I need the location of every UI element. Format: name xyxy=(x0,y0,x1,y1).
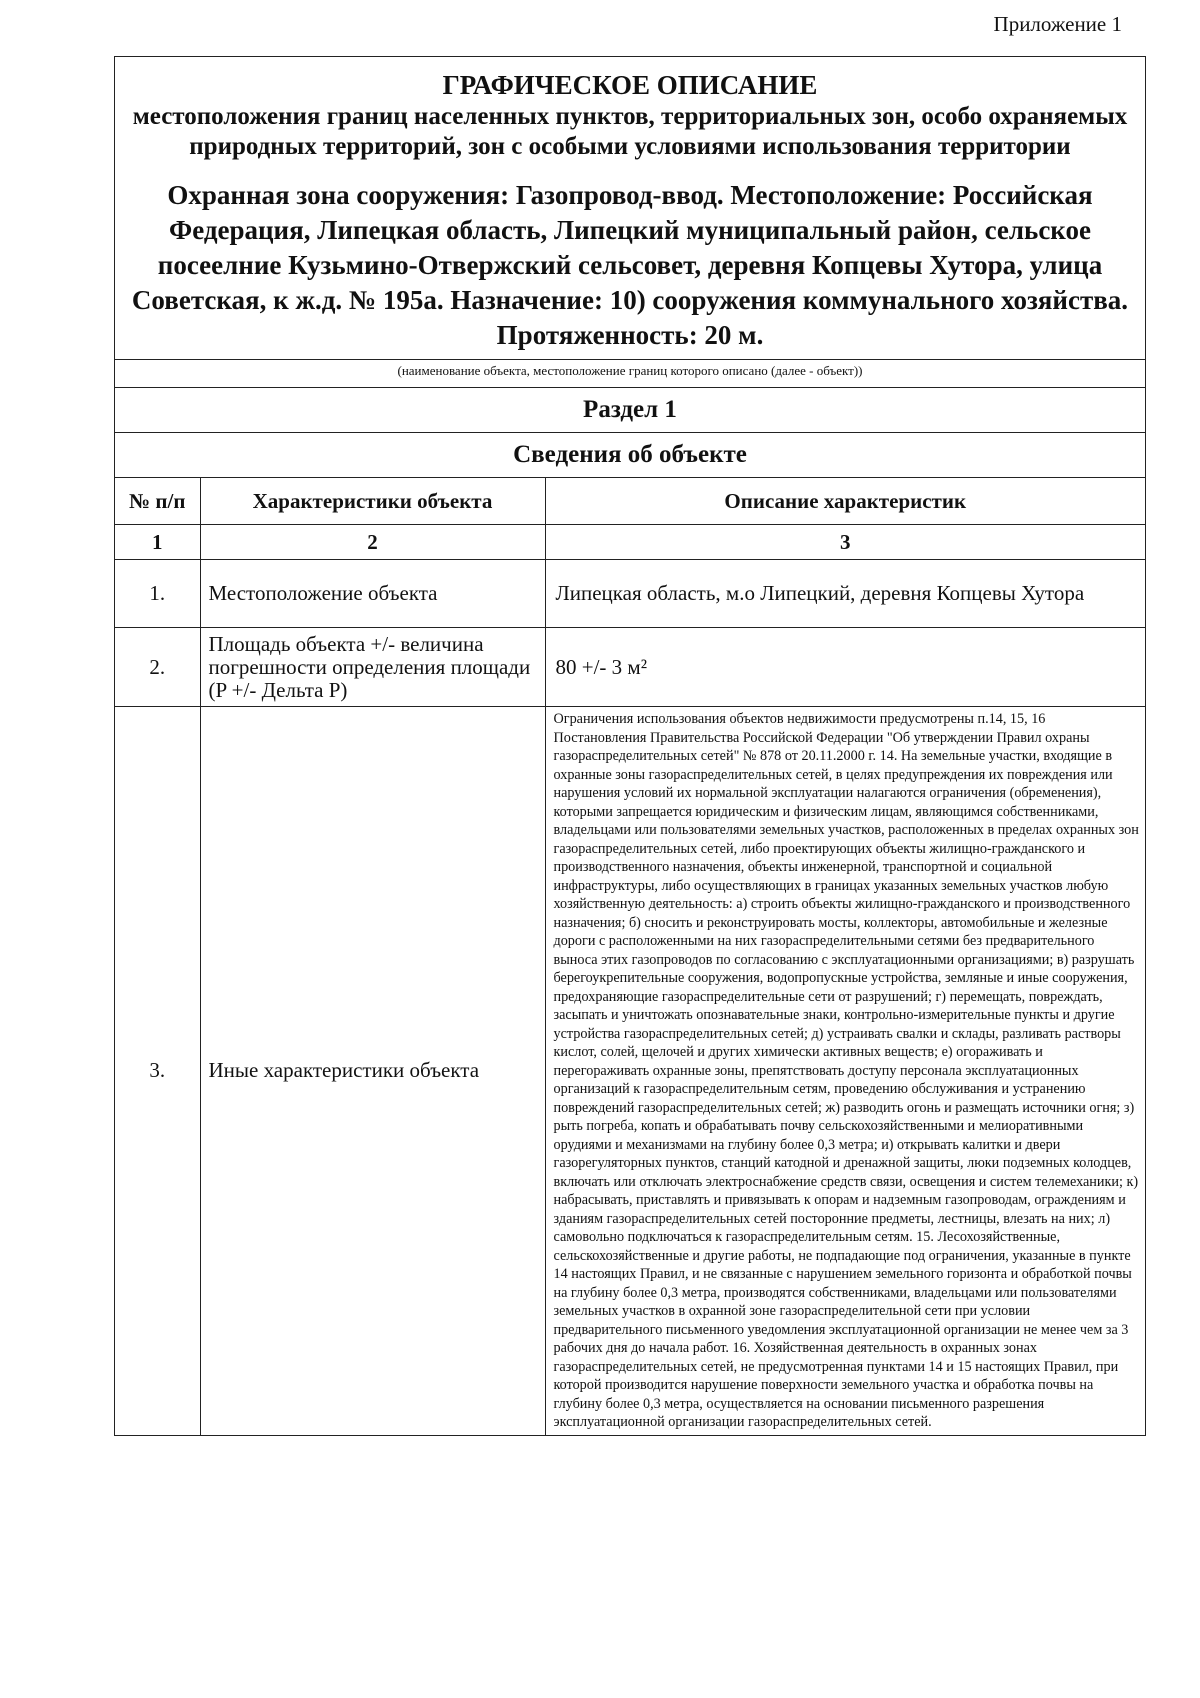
table-row xyxy=(115,628,1145,707)
header-num: № п/п xyxy=(115,478,200,525)
row-description: 80 +/- 3 м² xyxy=(545,628,1145,707)
row-num: 3. xyxy=(115,707,200,1436)
section-title: Раздел 1 xyxy=(115,387,1145,432)
row-characteristic: Площадь объекта +/- величина погрешности определения площади (P +/- Дельта P) xyxy=(200,628,545,707)
table-row xyxy=(115,707,1145,1436)
document-frame xyxy=(114,56,1146,1436)
document-header xyxy=(115,57,1145,359)
header-characteristic: Характеристики объекта xyxy=(200,478,545,525)
object-note: (наименование объекта, местоположение границ которого описано (далее - объект)) xyxy=(115,359,1145,387)
table-row xyxy=(115,560,1145,628)
object-info-table xyxy=(115,477,1145,1436)
row-num: 1. xyxy=(115,560,200,628)
row-characteristic: Иные характеристики объекта xyxy=(200,707,545,1436)
row-description: Липецкая область, м.о Липецкий, деревня Копцевы Хутора xyxy=(545,560,1145,628)
document-subtitle: местоположения границ населенных пунктов, территориальных зон, особо охраняемых природных территорий, зон с особыми условиями использования территории xyxy=(132,103,1128,160)
object-description: Охранная зона сооружения: Газопровод-ввод. Местоположение: Российская Федерация, Липецкая область, Липецкий муниципальный район, сельское посеелние Кузьмино-Отвержский сельсовет, деревня Копцевы Хутора, улица Советская, к ж.д. № 195а. Назначение: 10) сооружения коммунального хозяйства. Протяженность: 20 м. xyxy=(131,180,1129,350)
column-number: 3 xyxy=(545,525,1145,560)
appendix-label: Приложение 1 xyxy=(993,12,1122,36)
row-description: Ограничения использования объектов недвижимости предусмотрены п.14, 15, 16 Постановления Правительства Российской Федерации "Об утверждении Правил охраны газораспределительных сетей" № 878 от 20.11.2000 г. 14. На земельные участки, входящие в охранные зоны газораспределительных сетей, в целях предупреждения их повреждения или нарушения условий их нормальной эксплуатации налагаются ограничения (обременения), которыми запрещается юридическим и физическим лицам, являющимся собственниками, владельцами или пользователями земельных участков, расположенных в пределах охранных зон газораспределительных сетей, либо проектирующих объекты жилищно-гражданского и производственного назначения, объекты инженерной, транспортной и социальной инфраструктуры, либо осуществляющих в границах указанных земельных участков любую хозяйственную деятельность: а) строить объекты жилищно-гражданского и производственного назначения; б) сносить и реконструировать мосты, коллекторы, автомобильные и железные дороги с расположенными на них газораспределительными сетями без предварительного выноса этих газопроводов по согласованию с эксплуатационными организациями; в) разрушать берегоукрепительные сооружения, водопропускные устройства, земляные и иные сооружения, предохраняющие газораспределительные сети от разрушений; г) перемещать, повреждать, засыпать и уничтожать опознавательные знаки, контрольно-измерительные пункты и другие устройства газораспределительных сетей; д) устраивать свалки и склады, разливать растворы кислот, солей, щелочей и других химически активных веществ; е) огораживать и перегораживать охранные зоны, препятствовать доступу персонала эксплуатационных организаций к газораспределительным сетям, проведению обслуживания и устранению повреждений газораспределительных сетей; ж) разводить огонь и размещать источники огня; з) рыть погреба, копать и обрабатывать почву сельскохозяйственными и мелиоративными орудиями и механизмами на глубину более 0,3 метра; и) открывать калитки и двери газорегуляторных пунктов, станций катодной и дренажной защиты, люки подземных колодцев, включать или отключать электроснабжение средств связи, освещения и систем телемеханики; к) набрасывать, приставлять и привязывать к опорам и надземным газопроводам, ограждениям и зданиям газораспределительных сетей посторонние предметы, лестницы, влезать на них; л) самовольно подключаться к газораспределительным сетям. 15. Лесохозяйственные, сельскохозяйственные и другие работы, не подпадающие под ограничения, указанные в пункте 14 настоящих Правил, и не связанные с нарушением земельного горизонта и обработкой почвы на глубину более 0,3 метра, производятся собственниками, владельцами или пользователями земельных участков в охранной зоне газораспределительной сети при условии предварительного письменного уведомления эксплуатационной организации не менее чем за 3 рабочих дня до начала работ. 16. Хозяйственная деятельность в охранных зонах газораспределительных сетей, не предусмотренная пунктами 14 и 15 настоящих Правил, при которой производится нарушение поверхности земельного участка и обработка почвы на глубину более 0,3 метра, осуществляется на основании письменного разрешения эксплуатационной организации газораспределительных сетей. xyxy=(545,707,1145,1436)
row-characteristic: Местоположение объекта xyxy=(200,560,545,628)
row-num: 2. xyxy=(115,628,200,707)
document-title: ГРАФИЧЕСКОЕ ОПИСАНИЕ xyxy=(442,70,818,100)
header-description: Описание характеристик xyxy=(545,478,1145,525)
column-number: 2 xyxy=(200,525,545,560)
column-number-row xyxy=(115,525,1145,560)
column-number: 1 xyxy=(115,525,200,560)
table-header-row xyxy=(115,478,1145,525)
section-subtitle: Сведения об объекте xyxy=(115,432,1145,477)
